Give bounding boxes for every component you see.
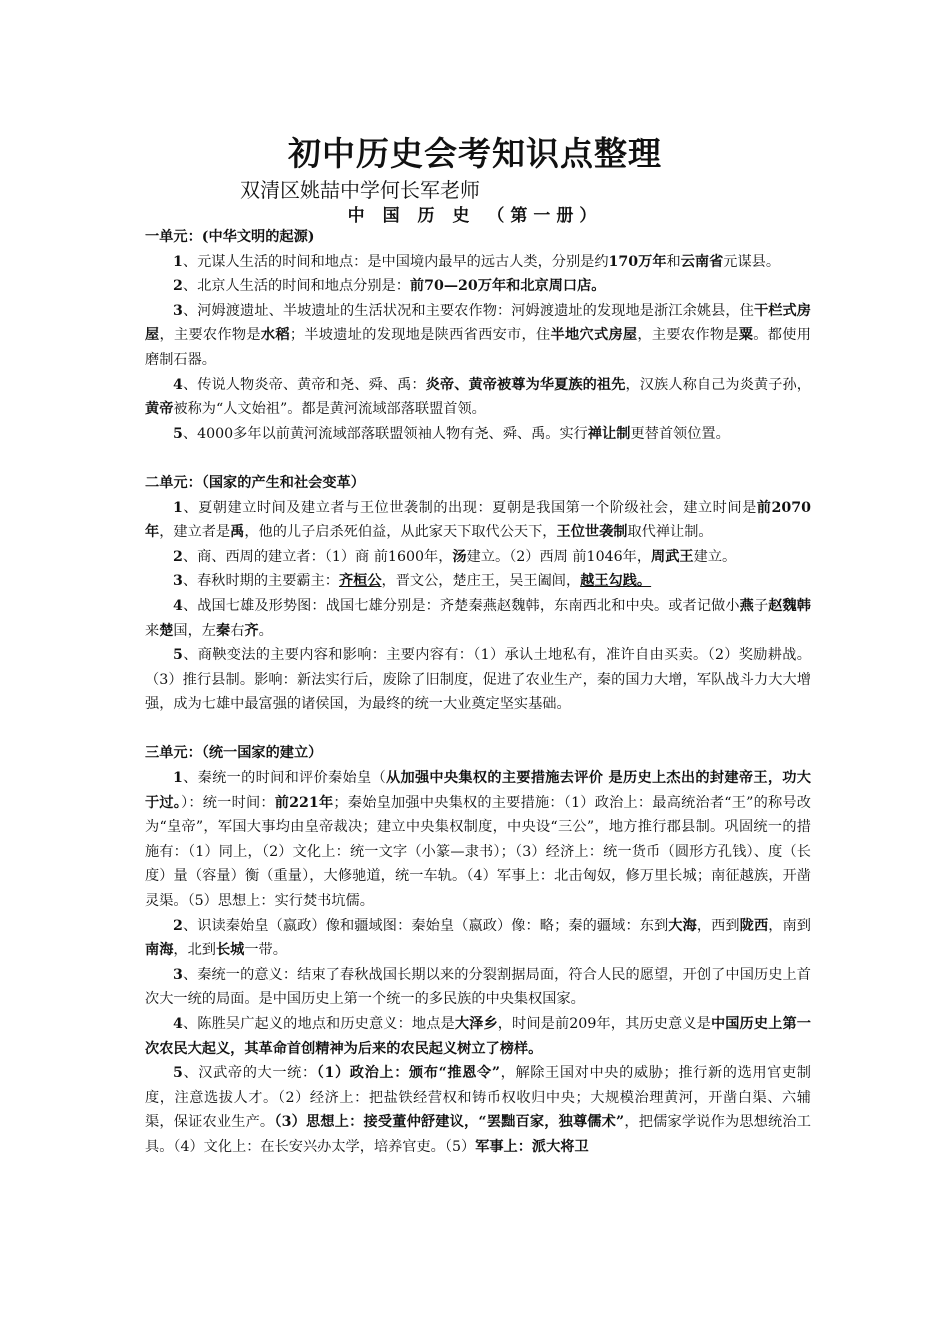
author-line: 双清区姚喆中学何长军老师 xyxy=(240,178,480,202)
unit-3-item-5: 5、汉武帝的大一统：（1）政治上：颁布“推恩令”，解除王国对中央的威胁；推行新的选用官吏制度，注意选拔人才。（2）经济上：把盐铁经营权和铸币权收归中央；大规模治理黄河，开凿白渠、六辅渠，保证农业生产。（3）思想上：接受董仲舒建议，“罢黜百家，独尊儒术”，把儒家学说作为思想统治工具。（4）文化上：在长安兴办太学，培养官吏。（5）军事上：派大将卫 xyxy=(145,1065,811,1155)
unit-1-heading: 一单元：(中华文明的起源) xyxy=(145,229,315,245)
unit-2-item-1: 1、夏朝建立时间及建立者与王位世袭制的出现：夏朝是我国第一个阶级社会，建立时间是前2070年，建立者是禹，他的儿子启杀死伯益，从此家天下取代公天下，王位世袭制取代禅让制。 xyxy=(145,499,811,541)
unit-3-item-2: 2、识读秦始皇（嬴政）像和疆域图：秦始皇（嬴政）像：略；秦的疆域：东到大海，西到陇西，南到南海，北到长城一带。 xyxy=(145,917,811,959)
section-gap xyxy=(145,446,811,471)
unit-1-item-3: 3、河姆渡遗址、半坡遗址的生活状况和主要农作物：河姆渡遗址的发现地是浙江余姚县，住干栏式房屋，主要农作物是水稻；半坡遗址的发现地是陕西省西安市，住半地穴式房屋，主要农作物是粟。都使用磨制石器。 xyxy=(145,302,811,368)
unit-1-item-2: 2、北京人生活的时间和地点分别是：前70—20万年和北京周口店。 xyxy=(173,278,606,295)
unit-3-item-3: 3、秦统一的意义：结束了春秋战国长期以来的分裂割据局面，符合人民的愿望，开创了中国历史上首次大一统的局面。是中国历史上第一个统一的多民族的中央集权国家。 xyxy=(145,966,811,1008)
unit-1-item-4: 4、传说人物炎帝、黄帝和尧、舜、禹：炎帝、黄帝被尊为华夏族的祖先，汉族人称自己为炎黄子孙，黄帝被称为“人文始祖”。都是黄河流域部落联盟首领。 xyxy=(145,376,811,418)
unit-3-item-1: 1、秦统一的时间和评价秦始皇（从加强中央集权的主要措施去评价 是历史上杰出的封建帝王，功大于过。）：统一时间：前221年；秦始皇加强中央集权的主要措施：（1）政治上：最高统治者“王”的称号改为“皇帝”，军国大事均由皇帝裁决；建立中央集权制度，中央设“三公”，地方推行郡县制。巩固统一的措施有：（1）同上，（2）文化上：统一文字（小篆—隶书）；（3）经济上：统一货币（圆形方孔钱）、度（长度）量（容量）衡（重量），大修驰道，统一车轨。（4）军事上：北击匈奴，修万里长城；南征越族，开凿灵渠。（5）思想上：实行焚书坑儒。 xyxy=(145,770,811,910)
unit-2-heading: 二单元：（国家的产生和社会变革） xyxy=(145,474,365,491)
section-gap xyxy=(145,717,811,742)
unit-3-heading: 三单元：（统一国家的建立） xyxy=(145,745,323,762)
book-title: 中 国 历 史 （第一册） xyxy=(347,206,603,226)
unit-1-item-5: 5、4000多年以前黄河流域部落联盟领袖人物有尧、舜、禹。实行禅让制更替首领位置。 xyxy=(173,425,730,442)
unit-2-item-5: 5、商鞅变法的主要内容和影响：主要内容有：（1）承认土地私有，准许自由买卖。（2）奖励耕战。（3）推行县制。影响：新法实行后，废除了旧制度，促进了农业生产，秦的国力大增，军队战斗力大大增强，成为七雄中最富强的诸侯国，为最终的统一大业奠定坚实基础。 xyxy=(145,647,811,713)
unit-2-item-2: 2、商、西周的建立者：（1）商 前1600年，汤建立。（2）西周 前1046年，周武王建立。 xyxy=(173,548,737,565)
unit-2-item-3: 3、春秋时期的主要霸主：齐桓公，晋文公，楚庄王，吴王阖闾，越王勾践。 xyxy=(173,573,652,590)
unit-1-item-1: 1、元谋人生活的时间和地点：是中国境内最早的远古人类，分别是约170万年和云南省元谋县。 xyxy=(173,253,781,270)
unit-3-item-4: 4、陈胜吴广起义的地点和历史意义：地点是大泽乡，时间是前209年，其历史意义是中国历史上第一次农民大起义，其革命首创精神为后来的农民起义树立了榜样。 xyxy=(145,1016,811,1057)
page-title: 初中历史会考知识点整理 xyxy=(288,134,662,173)
unit-2-item-4: 4、战国七雄及形势图：战国七雄分别是：齐楚秦燕赵魏韩，东南西北和中央。或者记做小燕子赵魏韩来楚国，左秦右齐。 xyxy=(145,597,811,639)
document-body xyxy=(145,225,811,1160)
